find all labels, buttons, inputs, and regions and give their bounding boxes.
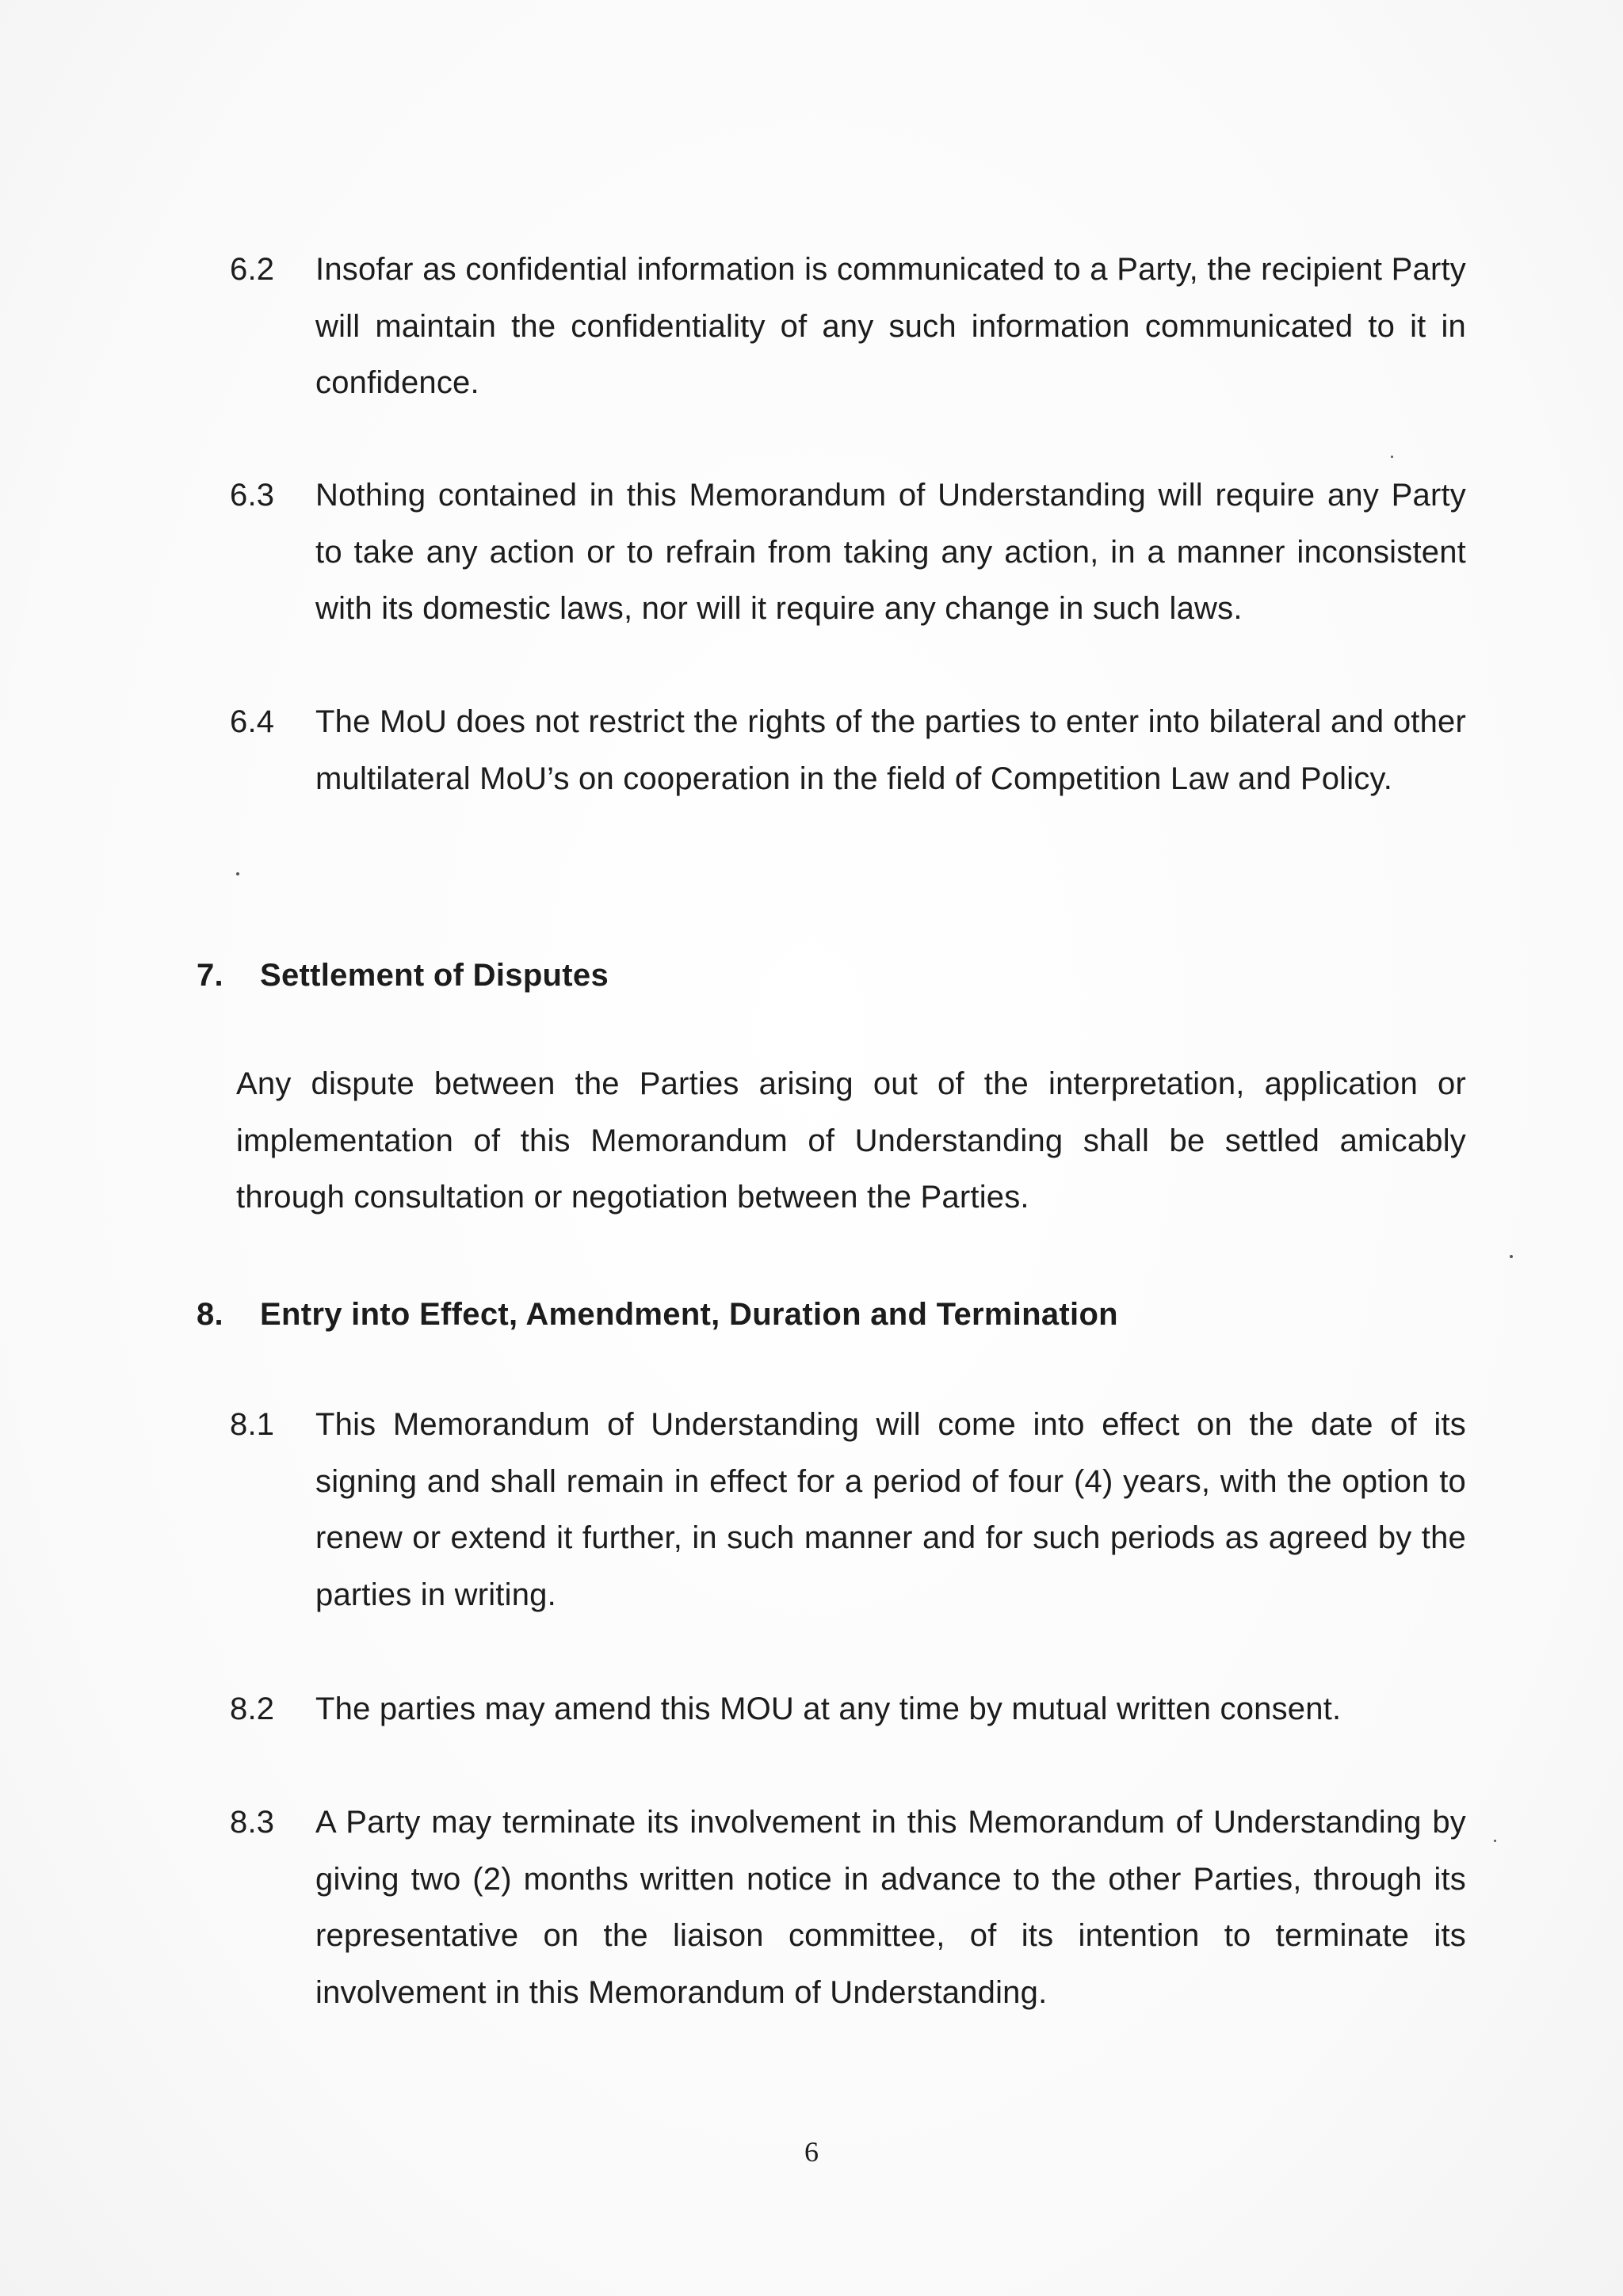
clause-text: A Party may terminate its involvement in this Memorandum of Understanding by giving two (2) months written notice in advance to the other Parties, through its representative on the liaison committee, of its intention to terminate its involvement in this Memorandum of Understanding. — [315, 1805, 1466, 2010]
section-heading-7 — [197, 955, 609, 995]
clause-6-4 — [230, 694, 1466, 807]
clause-text: This Memorandum of Understanding will come into effect on the date of its signing and shall remain in effect for a period of four (4) years, with the option to renew or extend it further, in such manner and for such periods as agreed by the parties in writing. — [315, 1407, 1466, 1612]
clause-number: 6.4 — [230, 704, 275, 739]
scan-speck — [1494, 1840, 1496, 1842]
clause-8-1 — [230, 1397, 1466, 1623]
clause-6-2 — [230, 242, 1466, 412]
clause-number: 6.3 — [230, 478, 275, 513]
section-title: Entry into Effect, Amendment, Duration and Termination — [260, 1297, 1118, 1332]
clause-number: 8.2 — [230, 1691, 275, 1726]
page-number: 6 — [804, 2136, 819, 2168]
section-number: 7. — [197, 958, 223, 993]
clause-8-2 — [230, 1681, 1466, 1738]
clause-number: 8.3 — [230, 1805, 275, 1840]
clause-text: Insofar as confidential information is communicated to a Party, the recipient Party will maintain the confidentiality of any such information communicated to it in confidence. — [315, 252, 1466, 400]
section-heading-8 — [197, 1295, 1118, 1334]
section-7-body: Any dispute between the Parties arising out of the interpretation, application or implementation of this Memorandum of Understanding shall be settled amicably through consultation or negotiation between the Parties. — [236, 1066, 1466, 1215]
clause-8-3 — [230, 1794, 1466, 2021]
clause-text: The parties may amend this MOU at any time by mutual written consent. — [315, 1691, 1342, 1726]
clause-number: 8.1 — [230, 1407, 275, 1442]
clause-text: Nothing contained in this Memorandum of Understanding will require any Party to take any action or to refrain from taking any action, in a manner inconsistent with its domestic laws, nor will it require any change in such laws. — [315, 478, 1466, 626]
clause-text: The MoU does not restrict the rights of the parties to enter into bilateral and other multilateral MoU’s on cooperation in the field of Competition Law and Policy. — [315, 704, 1466, 796]
clause-6-3 — [230, 467, 1466, 638]
section-title: Settlement of Disputes — [260, 958, 609, 993]
clause-number: 6.2 — [230, 252, 275, 287]
scan-speck — [1391, 456, 1393, 458]
scan-speck — [1510, 1255, 1513, 1258]
section-number: 8. — [197, 1297, 223, 1332]
scan-speck — [236, 872, 239, 875]
